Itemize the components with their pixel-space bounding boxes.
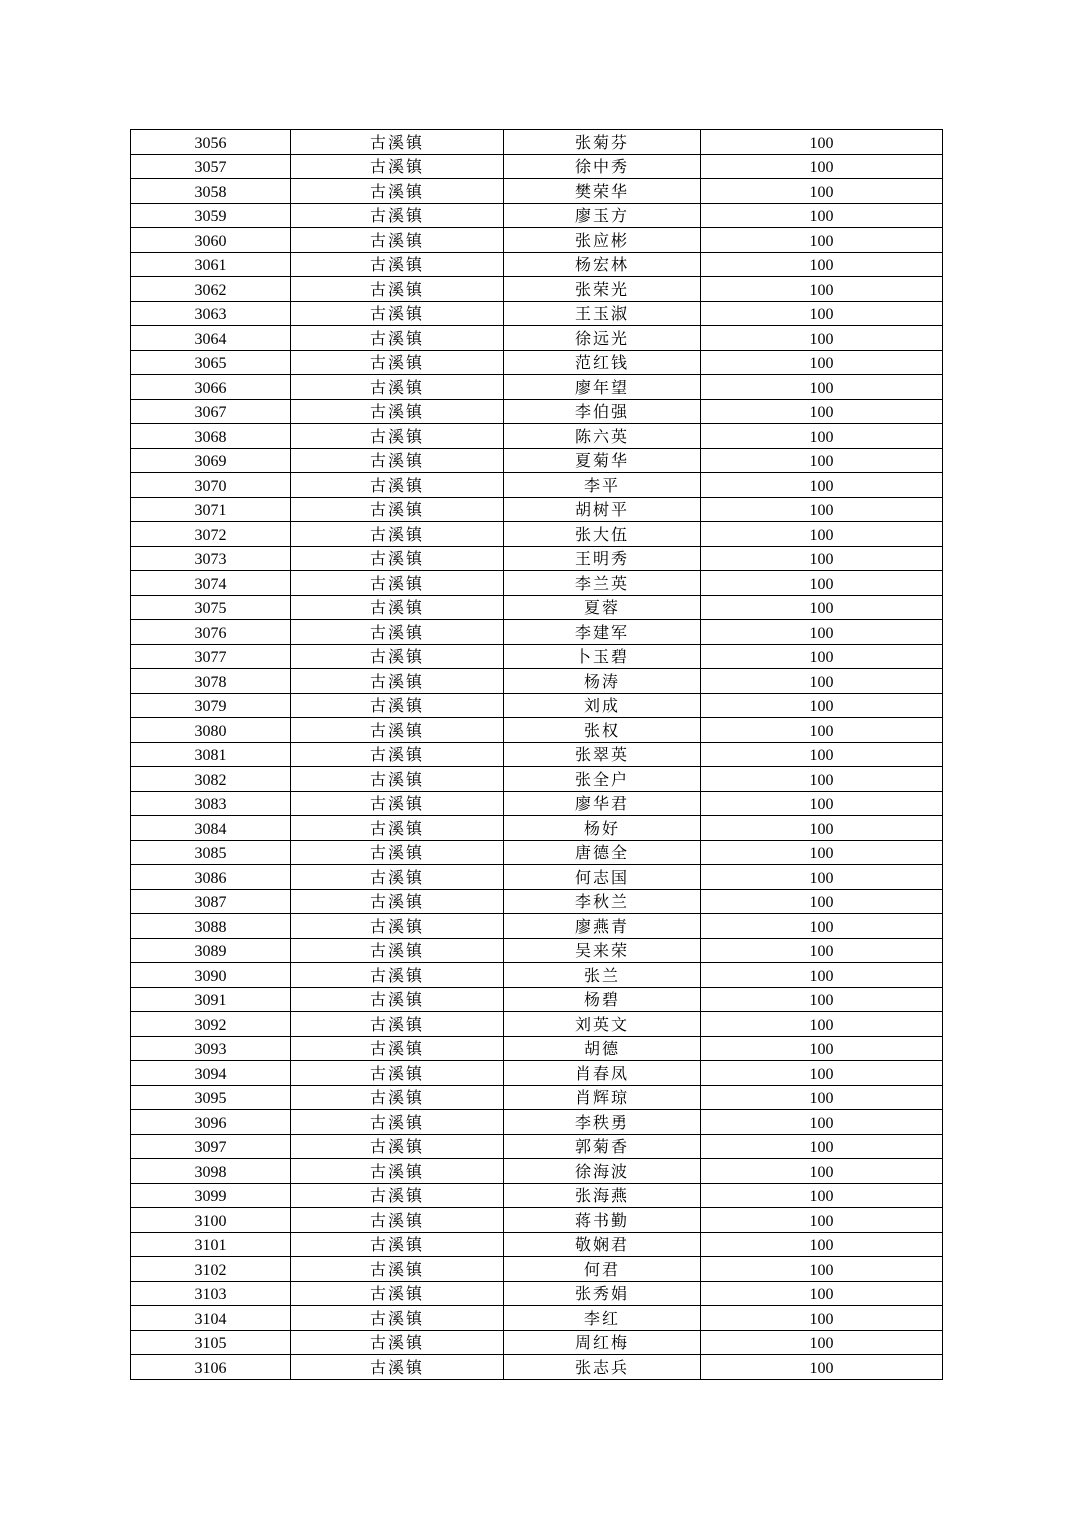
row-number-cell: 3068 xyxy=(131,424,291,449)
table-row xyxy=(131,326,943,351)
person-name-cell: 肖辉琼 xyxy=(504,1085,701,1110)
person-name-cell: 胡德 xyxy=(504,1036,701,1061)
table-row xyxy=(131,1012,943,1037)
amount-cell: 100 xyxy=(701,1159,943,1184)
person-name-cell: 廖年望 xyxy=(504,375,701,400)
person-name-cell: 杨好 xyxy=(504,816,701,841)
person-name-cell: 张权 xyxy=(504,718,701,743)
amount-cell: 100 xyxy=(701,1306,943,1331)
town-cell: 古溪镇 xyxy=(291,1085,504,1110)
person-name-cell: 夏蓉 xyxy=(504,595,701,620)
table-row xyxy=(131,791,943,816)
town-cell: 古溪镇 xyxy=(291,473,504,498)
row-number-cell: 3078 xyxy=(131,669,291,694)
town-cell: 古溪镇 xyxy=(291,816,504,841)
town-cell: 古溪镇 xyxy=(291,865,504,890)
amount-cell: 100 xyxy=(701,742,943,767)
row-number-cell: 3074 xyxy=(131,571,291,596)
person-name-cell: 李平 xyxy=(504,473,701,498)
row-number-cell: 3060 xyxy=(131,228,291,253)
amount-cell: 100 xyxy=(701,375,943,400)
town-cell: 古溪镇 xyxy=(291,595,504,620)
row-number-cell: 3099 xyxy=(131,1183,291,1208)
row-number-cell: 3086 xyxy=(131,865,291,890)
table-row xyxy=(131,595,943,620)
town-cell: 古溪镇 xyxy=(291,742,504,767)
amount-cell: 100 xyxy=(701,203,943,228)
person-name-cell: 夏菊华 xyxy=(504,448,701,473)
amount-cell: 100 xyxy=(701,1085,943,1110)
row-number-cell: 3056 xyxy=(131,130,291,155)
row-number-cell: 3082 xyxy=(131,767,291,792)
town-cell: 古溪镇 xyxy=(291,1208,504,1233)
row-number-cell: 3087 xyxy=(131,889,291,914)
person-name-cell: 王明秀 xyxy=(504,546,701,571)
row-number-cell: 3061 xyxy=(131,252,291,277)
row-number-cell: 3105 xyxy=(131,1330,291,1355)
amount-cell: 100 xyxy=(701,840,943,865)
row-number-cell: 3077 xyxy=(131,644,291,669)
amount-cell: 100 xyxy=(701,1232,943,1257)
amount-cell: 100 xyxy=(701,571,943,596)
table-row xyxy=(131,1036,943,1061)
town-cell: 古溪镇 xyxy=(291,301,504,326)
row-number-cell: 3066 xyxy=(131,375,291,400)
amount-cell: 100 xyxy=(701,595,943,620)
town-cell: 古溪镇 xyxy=(291,497,504,522)
town-cell: 古溪镇 xyxy=(291,693,504,718)
row-number-cell: 3069 xyxy=(131,448,291,473)
amount-cell: 100 xyxy=(701,1183,943,1208)
amount-cell: 100 xyxy=(701,1134,943,1159)
table-row xyxy=(131,1159,943,1184)
person-name-cell: 李建军 xyxy=(504,620,701,645)
person-name-cell: 张荣光 xyxy=(504,277,701,302)
amount-cell: 100 xyxy=(701,130,943,155)
amount-cell: 100 xyxy=(701,399,943,424)
row-number-cell: 3106 xyxy=(131,1355,291,1380)
row-number-cell: 3098 xyxy=(131,1159,291,1184)
table-row xyxy=(131,1134,943,1159)
person-name-cell: 刘英文 xyxy=(504,1012,701,1037)
table-row xyxy=(131,816,943,841)
table-row xyxy=(131,1232,943,1257)
town-cell: 古溪镇 xyxy=(291,154,504,179)
row-number-cell: 3063 xyxy=(131,301,291,326)
town-cell: 古溪镇 xyxy=(291,889,504,914)
amount-cell: 100 xyxy=(701,718,943,743)
town-cell: 古溪镇 xyxy=(291,1306,504,1331)
table-row xyxy=(131,1306,943,1331)
table-row xyxy=(131,277,943,302)
row-number-cell: 3064 xyxy=(131,326,291,351)
row-number-cell: 3062 xyxy=(131,277,291,302)
town-cell: 古溪镇 xyxy=(291,1012,504,1037)
amount-cell: 100 xyxy=(701,252,943,277)
amount-cell: 100 xyxy=(701,448,943,473)
amount-cell: 100 xyxy=(701,914,943,939)
table-row xyxy=(131,938,943,963)
table-row xyxy=(131,1208,943,1233)
person-name-cell: 廖燕青 xyxy=(504,914,701,939)
row-number-cell: 3071 xyxy=(131,497,291,522)
amount-cell: 100 xyxy=(701,767,943,792)
row-number-cell: 3057 xyxy=(131,154,291,179)
table-row xyxy=(131,914,943,939)
row-number-cell: 3088 xyxy=(131,914,291,939)
person-name-cell: 张海燕 xyxy=(504,1183,701,1208)
amount-cell: 100 xyxy=(701,301,943,326)
person-name-cell: 范红钱 xyxy=(504,350,701,375)
amount-cell: 100 xyxy=(701,326,943,351)
amount-cell: 100 xyxy=(701,889,943,914)
town-cell: 古溪镇 xyxy=(291,938,504,963)
town-cell: 古溪镇 xyxy=(291,1257,504,1282)
table-row xyxy=(131,350,943,375)
person-name-cell: 廖玉方 xyxy=(504,203,701,228)
row-number-cell: 3101 xyxy=(131,1232,291,1257)
table-row xyxy=(131,252,943,277)
table-row xyxy=(131,1061,943,1086)
person-name-cell: 吴来荣 xyxy=(504,938,701,963)
amount-cell: 100 xyxy=(701,154,943,179)
town-cell: 古溪镇 xyxy=(291,644,504,669)
row-number-cell: 3070 xyxy=(131,473,291,498)
town-cell: 古溪镇 xyxy=(291,546,504,571)
person-name-cell: 张兰 xyxy=(504,963,701,988)
amount-cell: 100 xyxy=(701,1036,943,1061)
town-cell: 古溪镇 xyxy=(291,1183,504,1208)
amount-cell: 100 xyxy=(701,350,943,375)
table-row xyxy=(131,742,943,767)
person-name-cell: 张大伍 xyxy=(504,522,701,547)
roster-table-body xyxy=(131,130,943,1380)
amount-cell: 100 xyxy=(701,1281,943,1306)
table-row xyxy=(131,693,943,718)
row-number-cell: 3076 xyxy=(131,620,291,645)
person-name-cell: 张秀娟 xyxy=(504,1281,701,1306)
amount-cell: 100 xyxy=(701,644,943,669)
table-row xyxy=(131,301,943,326)
town-cell: 古溪镇 xyxy=(291,228,504,253)
town-cell: 古溪镇 xyxy=(291,203,504,228)
person-name-cell: 徐海波 xyxy=(504,1159,701,1184)
table-row xyxy=(131,154,943,179)
table-row xyxy=(131,1085,943,1110)
table-row xyxy=(131,1281,943,1306)
town-cell: 古溪镇 xyxy=(291,669,504,694)
amount-cell: 100 xyxy=(701,1330,943,1355)
person-name-cell: 肖春凤 xyxy=(504,1061,701,1086)
table-row xyxy=(131,375,943,400)
person-name-cell: 郭菊香 xyxy=(504,1134,701,1159)
person-name-cell: 廖华君 xyxy=(504,791,701,816)
row-number-cell: 3102 xyxy=(131,1257,291,1282)
town-cell: 古溪镇 xyxy=(291,522,504,547)
row-number-cell: 3103 xyxy=(131,1281,291,1306)
table-row xyxy=(131,1110,943,1135)
amount-cell: 100 xyxy=(701,1110,943,1135)
row-number-cell: 3072 xyxy=(131,522,291,547)
row-number-cell: 3058 xyxy=(131,179,291,204)
person-name-cell: 杨宏林 xyxy=(504,252,701,277)
person-name-cell: 徐中秀 xyxy=(504,154,701,179)
amount-cell: 100 xyxy=(701,791,943,816)
person-name-cell: 杨涛 xyxy=(504,669,701,694)
amount-cell: 100 xyxy=(701,1012,943,1037)
amount-cell: 100 xyxy=(701,424,943,449)
amount-cell: 100 xyxy=(701,865,943,890)
person-name-cell: 樊荣华 xyxy=(504,179,701,204)
town-cell: 古溪镇 xyxy=(291,1281,504,1306)
row-number-cell: 3100 xyxy=(131,1208,291,1233)
table-row xyxy=(131,1330,943,1355)
amount-cell: 100 xyxy=(701,1257,943,1282)
town-cell: 古溪镇 xyxy=(291,1036,504,1061)
row-number-cell: 3059 xyxy=(131,203,291,228)
town-cell: 古溪镇 xyxy=(291,130,504,155)
row-number-cell: 3104 xyxy=(131,1306,291,1331)
table-row xyxy=(131,865,943,890)
town-cell: 古溪镇 xyxy=(291,791,504,816)
town-cell: 古溪镇 xyxy=(291,1110,504,1135)
row-number-cell: 3092 xyxy=(131,1012,291,1037)
person-name-cell: 徐远光 xyxy=(504,326,701,351)
row-number-cell: 3083 xyxy=(131,791,291,816)
row-number-cell: 3097 xyxy=(131,1134,291,1159)
amount-cell: 100 xyxy=(701,693,943,718)
table-row xyxy=(131,620,943,645)
town-cell: 古溪镇 xyxy=(291,277,504,302)
amount-cell: 100 xyxy=(701,816,943,841)
table-row xyxy=(131,767,943,792)
town-cell: 古溪镇 xyxy=(291,963,504,988)
table-row xyxy=(131,644,943,669)
row-number-cell: 3075 xyxy=(131,595,291,620)
amount-cell: 100 xyxy=(701,546,943,571)
person-name-cell: 张志兵 xyxy=(504,1355,701,1380)
person-name-cell: 何志国 xyxy=(504,865,701,890)
table-row xyxy=(131,522,943,547)
person-name-cell: 李红 xyxy=(504,1306,701,1331)
row-number-cell: 3080 xyxy=(131,718,291,743)
amount-cell: 100 xyxy=(701,669,943,694)
table-row xyxy=(131,1355,943,1380)
town-cell: 古溪镇 xyxy=(291,1061,504,1086)
amount-cell: 100 xyxy=(701,1061,943,1086)
town-cell: 古溪镇 xyxy=(291,571,504,596)
person-name-cell: 李兰英 xyxy=(504,571,701,596)
roster-table xyxy=(130,129,943,1380)
town-cell: 古溪镇 xyxy=(291,179,504,204)
amount-cell: 100 xyxy=(701,938,943,963)
row-number-cell: 3081 xyxy=(131,742,291,767)
row-number-cell: 3067 xyxy=(131,399,291,424)
amount-cell: 100 xyxy=(701,522,943,547)
town-cell: 古溪镇 xyxy=(291,375,504,400)
table-row xyxy=(131,203,943,228)
person-name-cell: 刘成 xyxy=(504,693,701,718)
town-cell: 古溪镇 xyxy=(291,424,504,449)
town-cell: 古溪镇 xyxy=(291,1159,504,1184)
amount-cell: 100 xyxy=(701,1208,943,1233)
row-number-cell: 3096 xyxy=(131,1110,291,1135)
row-number-cell: 3079 xyxy=(131,693,291,718)
town-cell: 古溪镇 xyxy=(291,1232,504,1257)
town-cell: 古溪镇 xyxy=(291,1134,504,1159)
row-number-cell: 3089 xyxy=(131,938,291,963)
table-row xyxy=(131,669,943,694)
table-row xyxy=(131,889,943,914)
town-cell: 古溪镇 xyxy=(291,1330,504,1355)
table-row xyxy=(131,987,943,1012)
person-name-cell: 唐德全 xyxy=(504,840,701,865)
row-number-cell: 3090 xyxy=(131,963,291,988)
table-row xyxy=(131,963,943,988)
table-row xyxy=(131,424,943,449)
person-name-cell: 张应彬 xyxy=(504,228,701,253)
table-row xyxy=(131,718,943,743)
table-row xyxy=(131,473,943,498)
row-number-cell: 3094 xyxy=(131,1061,291,1086)
row-number-cell: 3091 xyxy=(131,987,291,1012)
row-number-cell: 3084 xyxy=(131,816,291,841)
amount-cell: 100 xyxy=(701,473,943,498)
table-row xyxy=(131,497,943,522)
town-cell: 古溪镇 xyxy=(291,399,504,424)
table-row xyxy=(131,840,943,865)
person-name-cell: 蒋书勤 xyxy=(504,1208,701,1233)
table-row xyxy=(131,228,943,253)
row-number-cell: 3073 xyxy=(131,546,291,571)
amount-cell: 100 xyxy=(701,277,943,302)
person-name-cell: 张全户 xyxy=(504,767,701,792)
person-name-cell: 张翠英 xyxy=(504,742,701,767)
person-name-cell: 杨碧 xyxy=(504,987,701,1012)
town-cell: 古溪镇 xyxy=(291,620,504,645)
amount-cell: 100 xyxy=(701,497,943,522)
town-cell: 古溪镇 xyxy=(291,448,504,473)
person-name-cell: 张菊芬 xyxy=(504,130,701,155)
person-name-cell: 胡树平 xyxy=(504,497,701,522)
person-name-cell: 李秋兰 xyxy=(504,889,701,914)
row-number-cell: 3085 xyxy=(131,840,291,865)
table-row xyxy=(131,546,943,571)
amount-cell: 100 xyxy=(701,228,943,253)
amount-cell: 100 xyxy=(701,620,943,645)
table-row xyxy=(131,399,943,424)
town-cell: 古溪镇 xyxy=(291,718,504,743)
person-name-cell: 周红梅 xyxy=(504,1330,701,1355)
person-name-cell: 何君 xyxy=(504,1257,701,1282)
town-cell: 古溪镇 xyxy=(291,767,504,792)
person-name-cell: 王玉淑 xyxy=(504,301,701,326)
row-number-cell: 3095 xyxy=(131,1085,291,1110)
person-name-cell: 敬娴君 xyxy=(504,1232,701,1257)
person-name-cell: 卜玉碧 xyxy=(504,644,701,669)
table-row xyxy=(131,179,943,204)
table-row xyxy=(131,1183,943,1208)
amount-cell: 100 xyxy=(701,963,943,988)
person-name-cell: 李秩勇 xyxy=(504,1110,701,1135)
person-name-cell: 李伯强 xyxy=(504,399,701,424)
table-row xyxy=(131,571,943,596)
person-name-cell: 陈六英 xyxy=(504,424,701,449)
amount-cell: 100 xyxy=(701,987,943,1012)
town-cell: 古溪镇 xyxy=(291,914,504,939)
table-row xyxy=(131,448,943,473)
amount-cell: 100 xyxy=(701,179,943,204)
row-number-cell: 3093 xyxy=(131,1036,291,1061)
town-cell: 古溪镇 xyxy=(291,987,504,1012)
town-cell: 古溪镇 xyxy=(291,1355,504,1380)
table-row xyxy=(131,1257,943,1282)
town-cell: 古溪镇 xyxy=(291,252,504,277)
town-cell: 古溪镇 xyxy=(291,326,504,351)
amount-cell: 100 xyxy=(701,1355,943,1380)
town-cell: 古溪镇 xyxy=(291,840,504,865)
town-cell: 古溪镇 xyxy=(291,350,504,375)
row-number-cell: 3065 xyxy=(131,350,291,375)
table-row xyxy=(131,130,943,155)
